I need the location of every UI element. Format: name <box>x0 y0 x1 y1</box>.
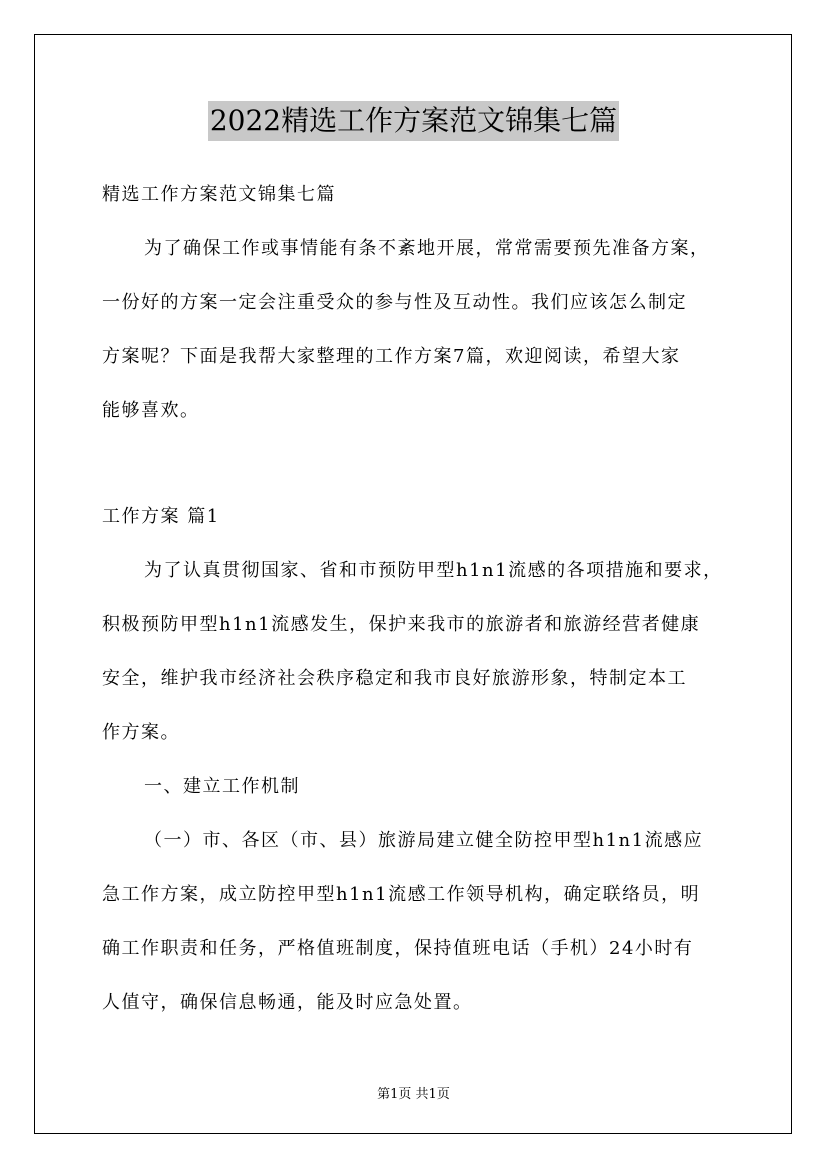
section-paragraph-line: 急工作方案，成立防控甲型h1n1流感工作领导机构，确定联络员，明 <box>102 884 701 905</box>
section-paragraph-line: 积极预防甲型h1n1流感发生，保护来我市的旅游者和旅游经营者健康 <box>102 614 701 635</box>
document-body <box>102 168 732 1030</box>
page-footer: 第1页 共1页 <box>377 1087 450 1102</box>
title-container <box>0 101 827 141</box>
intro-line: 能够喜欢。 <box>102 400 200 421</box>
document-title: 2022精选工作方案范文锦集七篇 <box>208 101 619 141</box>
section-paragraph-line: 作方案。 <box>102 722 180 743</box>
document-subtitle: 精选工作方案范文锦集七篇 <box>102 184 336 205</box>
section-paragraph-line: 人值守，确保信息畅通，能及时应急处置。 <box>102 992 473 1013</box>
section-paragraph-line: 安全，维护我市经济社会秩序稳定和我市良好旅游形象，特制定本工 <box>102 668 687 689</box>
paragraph-gap <box>102 438 732 490</box>
intro-line: 方案呢？下面是我帮大家整理的工作方案7篇，欢迎阅读，希望大家 <box>102 346 681 367</box>
intro-line: 一份好的方案一定会注重受众的参与性及互动性。我们应该怎么制定 <box>102 292 687 313</box>
section-paragraph-line: 确工作职责和任务，严格值班制度，保持值班电话（手机）24小时有 <box>102 938 694 959</box>
section-paragraph-line: 为了认真贯彻国家、省和市预防甲型h1n1流感的各项措施和要求， <box>144 560 723 581</box>
section-heading: 工作方案 篇1 <box>102 506 220 527</box>
intro-line: 为了确保工作或事情能有条不紊地开展，常常需要预先准备方案， <box>144 238 710 259</box>
subheading: 一、建立工作机制 <box>144 776 300 797</box>
section-paragraph-line: （一）市、各区（市、县）旅游局建立健全防控甲型h1n1流感应 <box>144 830 704 851</box>
